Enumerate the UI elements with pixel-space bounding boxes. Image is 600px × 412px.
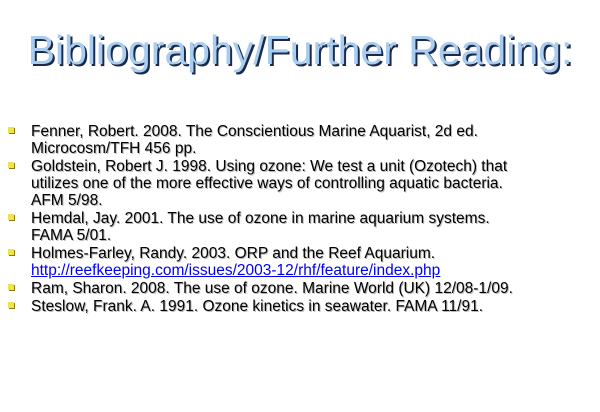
list-item (0, 280, 600, 297)
square-bullet-icon (8, 127, 14, 133)
reference-text-line: Holmes-Farley, Randy. 2003. ORP and the Reef Aquarium. (31, 245, 436, 262)
list-item (0, 245, 600, 279)
list-item (0, 123, 600, 157)
reference-text-line: Goldstein, Robert J. 1998. Using ozone: We test a unit (Ozotech) that (31, 158, 508, 175)
square-bullet-icon (8, 214, 14, 220)
page-title: Bibliography/Further Reading: (27, 27, 573, 73)
reference-text-line: FAMA 5/01. (31, 227, 112, 244)
reference-text-line: Steslow, Frank. A. 1991. Ozone kinetics in seawater. FAMA 11/91. (31, 298, 484, 315)
reference-text-line: utilizes one of the more effective ways of controlling aquatic bacteria. (31, 175, 503, 192)
reefkeeping-link[interactable]: http://reefkeeping.com/issues/2003-12/rhf/feature/index.php (31, 262, 441, 279)
reference-text-line: Ram, Sharon. 2008. The use of ozone. Marine World (UK) 12/08-1/09. (31, 280, 513, 297)
list-item (0, 298, 600, 315)
square-bullet-icon (8, 249, 14, 255)
reference-text-line: Microcosm/TFH 456 pp. (31, 140, 197, 157)
reference-text-line: Fenner, Robert. 2008. The Conscientious Marine Aquarist, 2d ed. (31, 123, 478, 140)
list-item (0, 158, 600, 209)
bibliography-list (0, 123, 600, 316)
reference-link-line (31, 262, 594, 279)
list-item (0, 210, 600, 244)
square-bullet-icon (8, 162, 14, 168)
reference-text-line: AFM 5/98. (31, 192, 103, 209)
square-bullet-icon (8, 302, 14, 308)
reference-text-line: Hemdal, Jay. 2001. The use of ozone in marine aquarium systems. (31, 210, 490, 227)
square-bullet-icon (8, 284, 14, 290)
